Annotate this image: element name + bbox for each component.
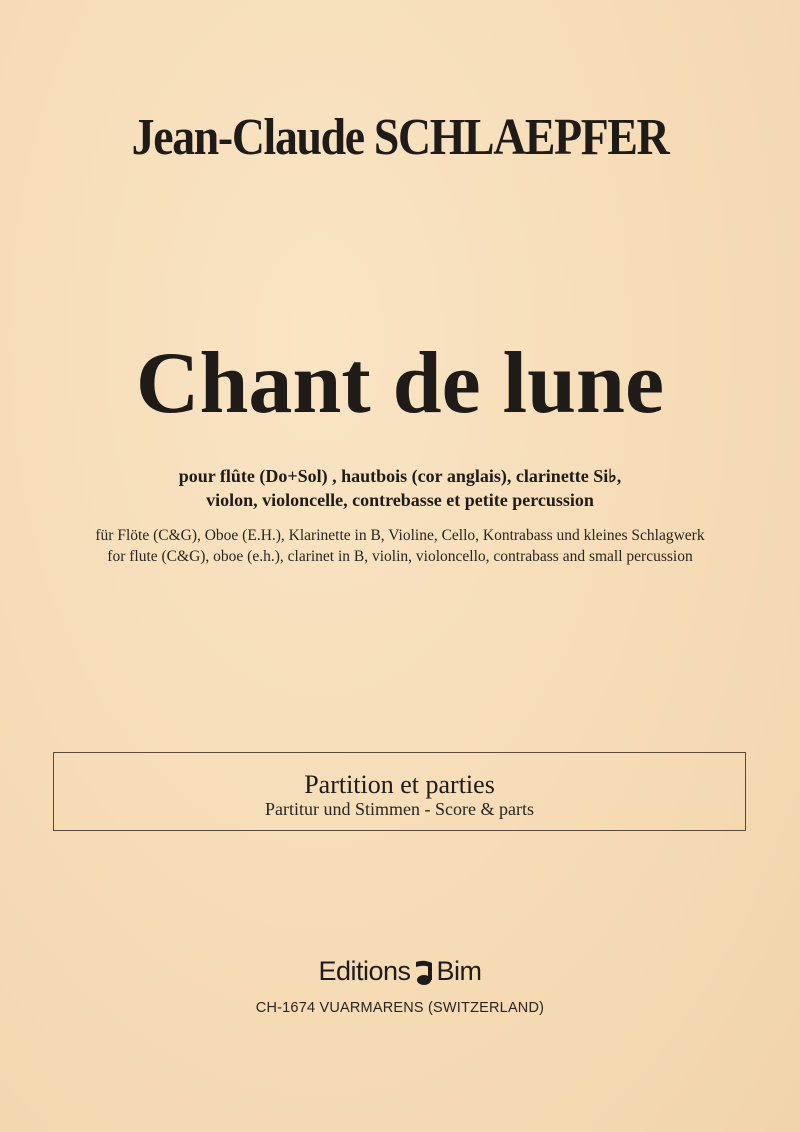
edition-type-box xyxy=(53,752,746,831)
instrumentation-german: für Flöte (C&G), Oboe (E.H.), Klarinette in B, Violine, Cello, Kontrabass und kleines Schlagwerk xyxy=(95,527,705,544)
eighth-note-logo-icon xyxy=(414,958,434,984)
publisher-name-right: Bim xyxy=(436,956,482,986)
publisher-name-left: Editions xyxy=(318,956,411,986)
instrumentation-french xyxy=(0,464,800,512)
instrumentation-french-line-1: pour flûte (Do+Sol) , hautbois (cor anglais), clarinette Si♭, xyxy=(178,466,622,486)
composer-name: Jean-Claude SCHLAEPFER xyxy=(131,109,669,166)
edition-type-translations: Partitur und Stimmen - Score & parts xyxy=(265,799,534,819)
work-title: Chant de lune xyxy=(135,335,665,432)
publisher-address: CH-1674 VUARMARENS (SWITZERLAND) xyxy=(255,1000,545,1016)
edition-type-french: Partition et parties xyxy=(304,770,495,799)
publisher-logo xyxy=(0,953,800,989)
instrumentation-translations xyxy=(0,525,800,567)
instrumentation-french-line-2: violon, violoncelle, contrebasse et petite percussion xyxy=(206,490,594,510)
instrumentation-english: for flute (C&G), oboe (e.h.), clarinet in B, violin, violoncello, contrabass and small percussion xyxy=(107,548,693,565)
